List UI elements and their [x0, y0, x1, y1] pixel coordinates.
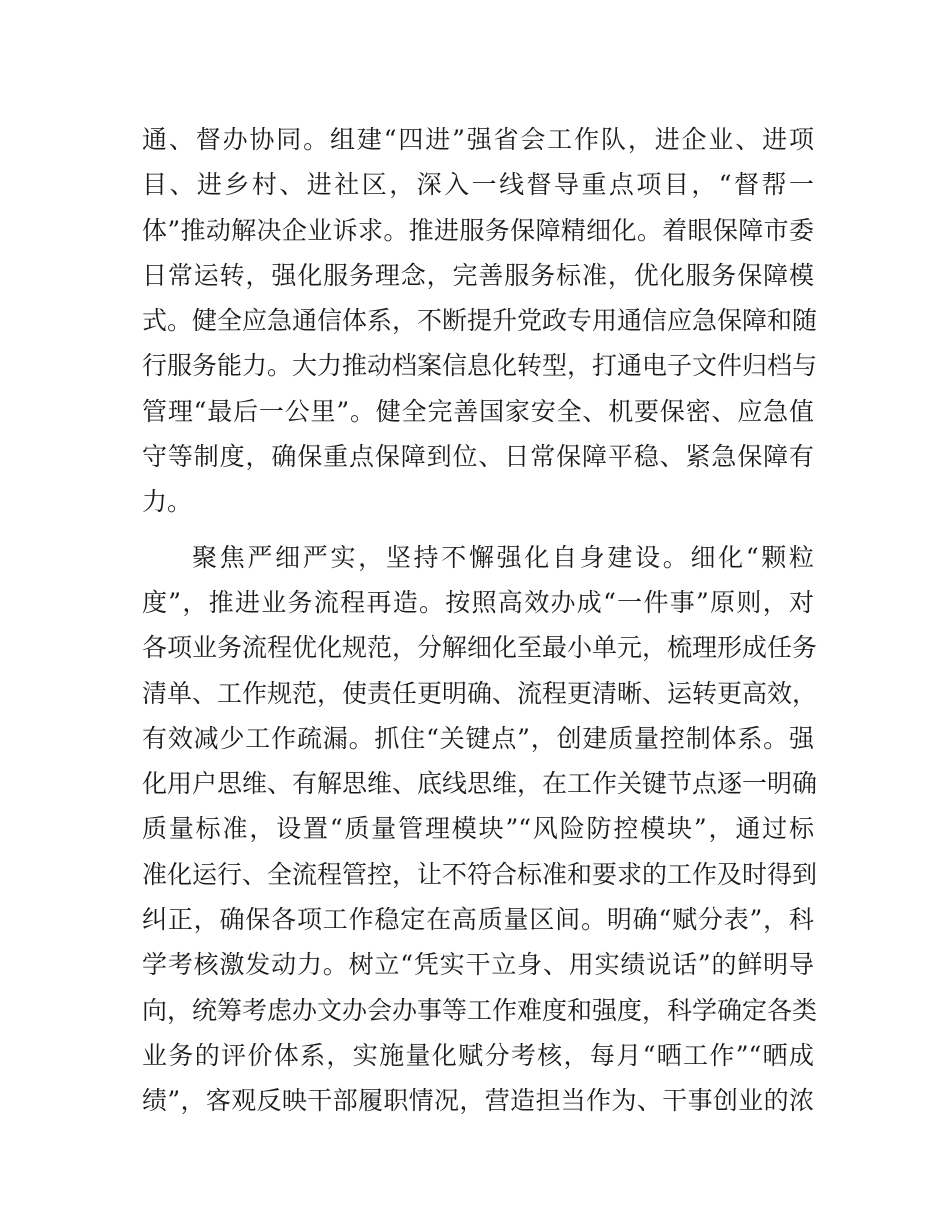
- text-line: 纠正，确保各项工作稳定在高质量区间。明确“赋分表”，科: [142, 905, 814, 935]
- text-line: 体”推动解决企业诉求。推进服务保障精细化。着眼保障市委: [142, 215, 814, 245]
- text-line: 管理“最后一公里”。健全完善国家安全、机要保密、应急值: [142, 396, 814, 426]
- text-line: 清单、工作规范，使责任更明确、流程更清晰、运转更高效，: [142, 678, 818, 708]
- text-line: 行服务能力。大力推动档案信息化转型，打通电子文件归档与: [142, 351, 818, 381]
- paragraph-2: [142, 535, 818, 1124]
- text-line: 聚焦严细严实，坚持不懈强化自身建设。细化“颗粒: [192, 542, 814, 572]
- text-line: 绩”，客观反映干部履职情况，营造担当作为、干事创业的浓: [142, 1086, 814, 1116]
- text-line: 力。: [142, 487, 193, 517]
- text-line: 各项业务流程优化规范，分解细化至最小单元，梳理形成任务: [142, 633, 818, 663]
- text-line: 通、督办协同。组建“四进”强省会工作队，进企业、进项: [142, 125, 814, 154]
- text-line: 业务的评价体系，实施量化赋分考核，每月“晒工作”“晒成: [142, 1040, 814, 1070]
- text-line: 向，统筹考虑办文办会办事等工作难度和强度，科学确定各类: [142, 995, 818, 1025]
- body-text: [142, 117, 818, 1124]
- text-line: 化用户思维、有解思维、底线思维，在工作关键节点逐一明确: [142, 769, 818, 799]
- paragraph-1: [142, 117, 818, 525]
- text-line: 学考核激发动力。树立“凭实干立身、用实绩说话”的鲜明导: [142, 950, 814, 980]
- text-line: 守等制度，确保重点保障到位、日常保障平稳、紧急保障有: [142, 442, 814, 472]
- text-line: 质量标准，设置“质量管理模块”“风险防控模块”，通过标: [142, 814, 814, 844]
- paragraph-spacer: [142, 525, 814, 535]
- text-line: 有效减少工作疏漏。抓住“关键点”，创建质量控制体系。强: [142, 723, 814, 753]
- text-line: 日常运转，强化服务理念，完善服务标准，优化服务保障模: [142, 260, 814, 290]
- text-line: 度”，推进业务流程再造。按照高效办成“一件事”原则，对: [142, 587, 814, 617]
- text-line: 准化运行、全流程管控，让不符合标准和要求的工作及时得到: [142, 859, 818, 889]
- text-line: 式。健全应急通信体系，不断提升党政专用通信应急保障和随: [142, 306, 818, 336]
- text-line: 目、进乡村、进社区，深入一线督导重点项目，“督帮一: [142, 170, 814, 200]
